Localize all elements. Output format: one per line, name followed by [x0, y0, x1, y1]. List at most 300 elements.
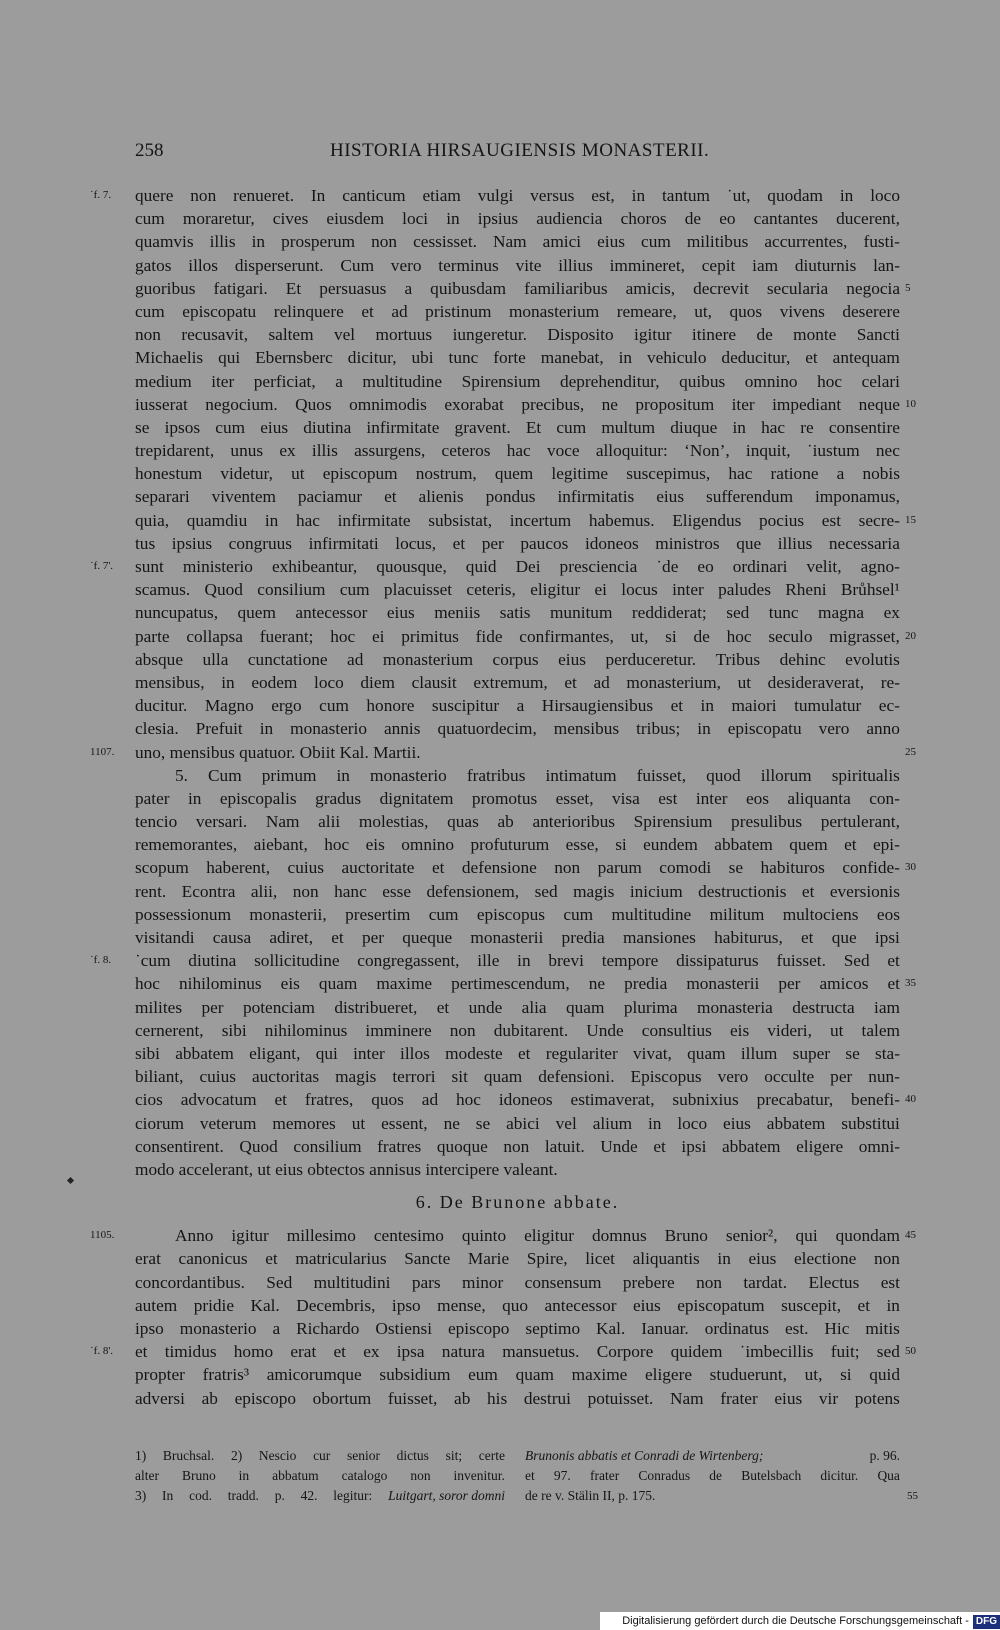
word: precibus,: [521, 394, 585, 414]
word: auctoritate: [341, 858, 415, 878]
word: sunt: [135, 557, 164, 576]
word: 2): [230, 1448, 243, 1463]
word: si: [840, 1365, 852, 1385]
text-line: [135, 648, 900, 671]
word: et: [274, 1090, 287, 1110]
word: moraretur,: [182, 209, 255, 229]
word: et: [670, 696, 684, 716]
footnote-left-2: [135, 1466, 505, 1486]
word: ˙de: [656, 557, 679, 576]
word: monasterii: [686, 974, 760, 994]
word: per: [778, 974, 801, 994]
word: per: [361, 928, 385, 947]
word: impediant: [772, 394, 842, 414]
word: multum: [601, 417, 656, 437]
word: omnimodis: [349, 394, 427, 414]
word: collapsa: [186, 626, 243, 646]
word: incertum: [509, 510, 572, 530]
word: mense,: [437, 1295, 486, 1315]
word: viventem: [211, 487, 276, 507]
word: quam: [515, 1365, 554, 1385]
word: ordinari: [732, 557, 788, 576]
word: 42.: [300, 1488, 318, 1503]
word: diem: [360, 672, 395, 692]
text-line: [135, 393, 916, 416]
word: monasterio: [179, 1319, 257, 1338]
word: vero: [390, 255, 422, 275]
word: Et: [285, 278, 302, 298]
word: paciamur: [297, 487, 363, 507]
word: congregassent,: [357, 951, 460, 971]
word: idoneos: [498, 1090, 553, 1110]
word: quondam: [835, 1226, 900, 1246]
word: advocatum: [180, 1090, 257, 1110]
word: in: [259, 719, 274, 739]
margin-note-left: 1107.: [90, 745, 115, 758]
word: terminus: [438, 255, 499, 275]
word: trepidarent,: [135, 441, 215, 461]
footnote-left-3: [135, 1486, 505, 1506]
word: fratris³: [202, 1365, 250, 1385]
word: deducitur,: [721, 348, 791, 368]
word: loci: [402, 209, 429, 229]
word: Cum: [208, 765, 242, 785]
word: in: [187, 788, 202, 808]
word: septimo: [525, 1319, 581, 1338]
word: Nam: [493, 232, 527, 252]
line-number: 25: [905, 745, 916, 758]
word: Tribus: [715, 649, 761, 669]
text-line: [135, 1042, 900, 1065]
word: tantum: [661, 186, 710, 205]
word: hoc: [135, 974, 160, 994]
word: ne: [601, 394, 618, 414]
word: et: [653, 1136, 666, 1156]
word: cuius: [199, 1067, 236, 1087]
word: Eligendus: [672, 510, 742, 530]
word: non: [449, 1020, 476, 1040]
word: cod.: [189, 1488, 212, 1503]
word: cum: [641, 232, 671, 252]
text-line: [135, 1065, 900, 1088]
word: tencio: [135, 812, 178, 832]
word: Quod: [239, 1136, 278, 1156]
word: comodi: [659, 858, 712, 878]
word: si: [665, 626, 677, 646]
text-line: [135, 439, 900, 462]
word: Kal.: [250, 1295, 280, 1315]
word: in: [839, 186, 854, 205]
word: et: [452, 533, 466, 553]
word: videtur,: [220, 464, 273, 484]
word: ministerio: [182, 557, 253, 576]
word: Ebernsberc: [255, 348, 333, 368]
word: in: [446, 209, 460, 229]
word: corpus: [492, 649, 539, 669]
word: ipsius: [171, 533, 213, 553]
word: dicitur,: [347, 348, 397, 368]
word: consilium: [293, 1136, 362, 1156]
word: locus: [621, 580, 658, 600]
word: subsistat,: [428, 510, 493, 530]
word: et: [801, 928, 814, 947]
word: vulgi: [477, 186, 514, 205]
word: multitudine: [611, 904, 692, 924]
word: legitime: [551, 464, 609, 484]
text-line: [135, 903, 900, 926]
word: qui: [795, 1226, 818, 1246]
word: cios: [135, 1090, 163, 1110]
text-line: [135, 880, 900, 903]
word: eius: [558, 649, 586, 669]
word: et: [431, 858, 445, 878]
text-line: [135, 1088, 916, 1111]
word: precabatur,: [756, 1090, 834, 1110]
word: etiam: [422, 186, 461, 205]
text-line: [135, 323, 900, 346]
word: plurima: [623, 997, 678, 1017]
word: vir: [818, 1388, 839, 1408]
word: consentirent.: [135, 1136, 224, 1156]
text-line: [135, 1247, 900, 1270]
word: ipso: [391, 1295, 421, 1315]
word: estimaverat,: [570, 1090, 655, 1110]
word: timidus: [164, 1342, 217, 1362]
word: terrori: [392, 1067, 436, 1087]
word: maiori: [731, 696, 777, 716]
word: que: [831, 928, 857, 947]
line-number: 15: [905, 513, 916, 526]
word: distribueret,: [334, 997, 418, 1017]
text-line: [135, 1317, 900, 1340]
text-line: [135, 1294, 900, 1317]
word: Anno: [175, 1226, 214, 1246]
word: saltem: [268, 325, 314, 345]
word: eius: [774, 1388, 803, 1408]
word: et: [887, 974, 900, 994]
word: tempore: [601, 951, 659, 971]
word: munitum: [549, 603, 613, 623]
word: militum: [709, 904, 765, 924]
word: epi-: [872, 835, 900, 855]
word: in: [336, 765, 350, 785]
word: dicitur.: [820, 1468, 859, 1483]
word: quam: [687, 1043, 726, 1063]
word: ut: [351, 1113, 366, 1133]
word: hac: [761, 417, 786, 437]
word: se: [845, 1043, 860, 1063]
word: forte: [493, 348, 526, 368]
word: destructa: [792, 997, 855, 1017]
word: recusavit,: [181, 325, 249, 345]
word: prebere: [622, 1272, 675, 1292]
word: Ostiensi: [375, 1319, 433, 1338]
word: ipsa: [396, 1342, 425, 1362]
word: In: [310, 186, 326, 205]
word: potenciam: [242, 997, 315, 1017]
footnotes: [135, 1446, 918, 1506]
word: episcopatu: [182, 301, 257, 321]
word: celari: [861, 371, 900, 391]
word: meniis: [434, 603, 481, 623]
word: agno-: [860, 557, 900, 576]
footnote-italic: Brunonis abbatis et Conradi de Wirtenberg;: [525, 1448, 764, 1463]
word: alia: [521, 997, 547, 1017]
word: omni-: [858, 1136, 900, 1156]
word: Kal.: [596, 1319, 626, 1338]
word: pater: [135, 788, 170, 808]
word: cum: [428, 904, 459, 924]
word: presciencia: [559, 557, 638, 576]
word: a: [335, 371, 343, 391]
word: illos: [188, 255, 219, 275]
word: occulte: [764, 1067, 815, 1087]
word: in: [264, 510, 279, 530]
word: cum: [135, 209, 165, 229]
word: modeste: [445, 1043, 503, 1063]
word: Quos: [295, 394, 332, 414]
word: essent,: [381, 1113, 428, 1133]
word: inquit,: [745, 441, 791, 461]
line-number: 5: [905, 281, 911, 294]
word: dignitatem: [379, 788, 454, 808]
text-line: [135, 532, 900, 555]
word: sed: [876, 1342, 900, 1362]
word: eis: [280, 974, 300, 994]
text-line: [135, 254, 900, 277]
text-line: [135, 601, 900, 624]
word: extremum,: [473, 672, 548, 692]
word: monte: [793, 325, 837, 345]
word: cepit: [701, 255, 736, 275]
word: fratribus: [466, 765, 526, 785]
word: mitis: [865, 1319, 900, 1338]
word: ut,: [804, 1365, 823, 1385]
word: est: [658, 788, 678, 808]
word: et: [265, 1249, 278, 1269]
word: fratres,: [304, 1090, 354, 1110]
word: Electus: [808, 1272, 860, 1292]
word: primitus: [401, 626, 459, 646]
word: gradus: [315, 788, 362, 808]
word: ceteris,: [466, 580, 516, 600]
word: iungeretur.: [452, 325, 527, 345]
margin-note-left: ˙f. 8.: [90, 954, 112, 967]
word: fuisset.: [776, 951, 826, 971]
footnote-italic: Luitgart, soror domni: [388, 1488, 505, 1503]
word: a: [404, 278, 413, 298]
word: diuque: [670, 417, 718, 437]
word: eius: [723, 1113, 751, 1133]
word: quos: [729, 301, 763, 321]
word: ut: [737, 672, 752, 692]
word: cur: [313, 1448, 331, 1463]
word: Cum: [340, 255, 375, 275]
word: ad: [347, 649, 364, 669]
word: ad: [421, 1090, 439, 1110]
word: his: [487, 1388, 508, 1408]
word: fatigari.: [213, 278, 268, 298]
word: frater: [720, 1388, 758, 1408]
word: ipsi: [681, 1136, 707, 1156]
word: abbatem: [175, 1043, 234, 1063]
word: familiaribus: [524, 278, 608, 298]
word: alter: [135, 1468, 159, 1483]
line-number: 20: [905, 629, 916, 642]
word: frater: [589, 1468, 620, 1483]
word: deprehenditur,: [559, 371, 660, 391]
footnote-line: [135, 1466, 900, 1486]
word: nihilominus: [179, 974, 262, 994]
footnote-line-number: 55: [907, 1490, 918, 1502]
word: unus: [230, 441, 264, 461]
word: non: [135, 325, 161, 345]
word: se: [475, 1113, 491, 1133]
word: assurgens,: [354, 441, 426, 461]
word: igitur: [634, 325, 672, 345]
text-line: [90, 949, 900, 972]
word: monasterium: [382, 649, 474, 669]
word: de: [693, 626, 710, 646]
word: diuturnis: [794, 255, 857, 275]
word: domnus: [591, 1226, 647, 1246]
word: Dei: [515, 557, 541, 576]
word: per: [481, 533, 504, 553]
text-line: [135, 787, 900, 810]
word: cum: [135, 301, 165, 321]
word: illos: [400, 1043, 430, 1063]
word: nobis: [862, 464, 900, 484]
word: ei: [371, 626, 385, 646]
word: de: [756, 325, 773, 345]
word: autem: [135, 1295, 178, 1315]
word: presertim: [345, 904, 411, 924]
word: clausit: [411, 672, 457, 692]
word: re-: [880, 672, 900, 692]
word: hoc: [324, 835, 350, 855]
word: annis: [383, 719, 421, 739]
word: molestias,: [358, 812, 429, 832]
word: exhibeantur,: [271, 557, 358, 576]
word: ab: [454, 1388, 471, 1408]
word: et: [857, 1295, 871, 1315]
word: ˙cum: [135, 951, 171, 971]
word: sit: [451, 1067, 468, 1087]
word: adversi: [135, 1388, 185, 1408]
word: non: [554, 858, 581, 878]
word: cives: [272, 209, 309, 229]
word: Spire,: [526, 1249, 568, 1269]
word: quodam: [767, 186, 823, 205]
line-number: 50: [905, 1345, 916, 1358]
word: eum: [468, 1365, 498, 1385]
line-number: 30: [905, 861, 916, 874]
word: itinere: [691, 325, 737, 345]
word: alium: [592, 1113, 633, 1133]
text-line: [135, 462, 900, 485]
word: erat: [135, 1249, 161, 1269]
word: Michaelis: [135, 348, 204, 368]
word: monasterium: [508, 301, 600, 321]
word: benefi-: [851, 1090, 900, 1110]
word: medium: [135, 371, 192, 391]
word: diutina: [188, 951, 237, 971]
word: parte: [135, 626, 170, 646]
word: loco: [677, 1113, 708, 1133]
word: quid: [869, 1365, 900, 1385]
word: qui: [315, 1043, 338, 1063]
word: episcopum: [322, 464, 398, 484]
word: ad: [593, 672, 610, 692]
word: quibus: [679, 371, 726, 391]
word: et: [361, 301, 374, 321]
text-line: [135, 1363, 900, 1386]
word: consultius: [641, 1020, 712, 1040]
word: Sancte: [404, 1249, 451, 1269]
text-line: [135, 1112, 900, 1135]
word: eligere: [644, 1365, 692, 1385]
word: in: [221, 672, 235, 692]
word: imminere: [365, 1020, 432, 1040]
word: non: [696, 1272, 722, 1292]
word: velit,: [806, 557, 842, 576]
word: est,: [591, 186, 615, 205]
word: nuncupatus,: [135, 603, 219, 623]
word: multitudine: [362, 371, 443, 391]
word: ad: [391, 301, 408, 321]
word: cantantes: [753, 209, 818, 229]
text-line: [90, 184, 900, 207]
word: Spirensium: [633, 812, 713, 832]
word: ne: [588, 974, 606, 994]
word: in: [517, 951, 531, 971]
word: amicos: [819, 974, 869, 994]
word: veterum: [199, 1113, 257, 1133]
word: auctoritas: [251, 1067, 320, 1087]
word: habiturus,: [714, 928, 783, 947]
word: de: [684, 209, 702, 229]
word: pocius: [759, 510, 805, 530]
word: amicis,: [625, 278, 676, 298]
word: amici: [542, 232, 582, 252]
margin-note-left: ˙f. 8'.: [90, 1345, 114, 1358]
word: ipso: [135, 1319, 164, 1338]
word: ipsius: [477, 209, 519, 229]
word: non: [410, 1468, 431, 1483]
word: quousque,: [376, 557, 447, 576]
word: In: [162, 1488, 174, 1503]
word: anterioribus: [532, 812, 615, 832]
word: mortuus: [375, 325, 433, 345]
word: quid: [465, 557, 497, 576]
word: homo: [233, 1342, 274, 1362]
text-line: [135, 810, 900, 833]
word: nec: [875, 441, 900, 461]
word: Marie: [467, 1249, 510, 1269]
word: canticum: [342, 186, 406, 205]
word: subnixius: [672, 1090, 739, 1110]
word: et: [525, 1468, 535, 1483]
word: dubitarent.: [493, 1020, 569, 1040]
word: et: [805, 348, 818, 368]
word: habemus.: [588, 510, 655, 530]
word: vel: [333, 325, 356, 345]
word: illis: [209, 232, 236, 252]
word: est: [821, 510, 841, 530]
word: clesia.: [135, 719, 179, 739]
word: gravent.: [454, 417, 511, 437]
word: Disposito: [547, 325, 614, 345]
